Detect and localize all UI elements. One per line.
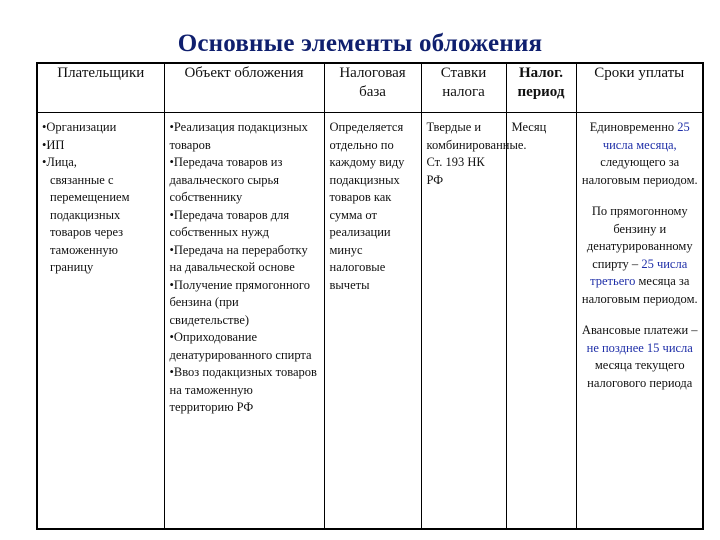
header-rates-line2: налога [442,84,485,100]
header-object-label: Объект обложения [184,65,304,81]
header-rates-line1: Ставки [440,65,487,81]
payers-cell [37,113,164,530]
rates-cell [421,113,527,530]
deadline-1-text: Единовременно [589,120,675,134]
object-item: •Оприходование денатурированного спирта [169,330,312,362]
header-rates [421,63,506,113]
header-base-line1: Налоговая [339,65,406,81]
deadline-2-tail: месяца за налоговым периодом. [581,274,698,306]
header-base [324,63,421,113]
payer-item-cont: подакцизных [50,207,121,222]
table-row [37,113,703,530]
object-item: •Передача товаров для собственных нужд [169,207,290,239]
payer-item-cont: связанные с [50,172,114,187]
deadline-1-date: 25 числа месяца, [602,120,690,152]
payer-item: •ИП [42,137,65,152]
payer-item-cont: таможенную [50,242,118,257]
deadlines-cell [576,113,703,530]
deadline-paragraph-3 [582,322,699,392]
deadline-2-date: 25 числа третьего [590,256,688,288]
period-text: Месяц [511,120,547,134]
header-payers [37,63,164,113]
header-period-line1: Налог. [518,65,564,81]
base-cell [324,113,421,530]
period-cell [506,113,576,530]
tax-elements-table [36,62,704,530]
object-item: •Реализация подакцизных товаров [169,120,308,152]
deadline-3-tail: месяца текущего налогового периода [587,358,693,390]
object-item: •Ввоз подакцизных товаров на таможенную территорию РФ [169,365,317,414]
payer-item: •Организации [42,120,117,134]
header-deadlines [576,63,703,113]
deadline-3-date: не позднее 15 числа [586,340,693,355]
object-item: •Передача товаров из давальческого сырья собственнику [169,155,283,204]
page-title: Основные элементы обложения [177,30,543,57]
header-period [506,63,576,113]
base-text: Определяется отдельно по каждому виду подакцизных товаров как сумма от реализации минус налоговые вычеты [329,120,405,292]
deadline-2-text: По прямогонному бензину и денатурированному спирту – [586,204,693,271]
payer-item: •Лица, [42,155,77,169]
deadline-paragraph-2 [582,203,699,308]
header-period-line2: период [517,84,565,100]
object-cell [164,113,324,530]
header-row [37,63,703,113]
object-item: •Получение прямогонного бензина (при свидетельстве) [169,277,310,327]
deadline-paragraph-1 [582,119,699,189]
header-object [164,63,324,113]
payer-item-cont: перемещением [50,190,130,204]
payer-item-cont: товаров через [50,225,124,239]
deadline-1-tail: следующего за налоговым периодом. [581,155,698,187]
header-payers-label: Плательщики [57,65,145,81]
rates-text: Твердые и комбинированные. [426,120,527,152]
object-item: •Передача на переработку на давальческой основе [169,242,308,274]
header-deadlines-label: Сроки уплаты [594,65,685,81]
header-base-line2: база [359,84,386,100]
rates-article: Ст. 193 НК РФ [426,155,485,187]
payer-item-cont: границу [50,260,94,274]
deadline-3-text: Авансовые платежи – [581,323,698,337]
